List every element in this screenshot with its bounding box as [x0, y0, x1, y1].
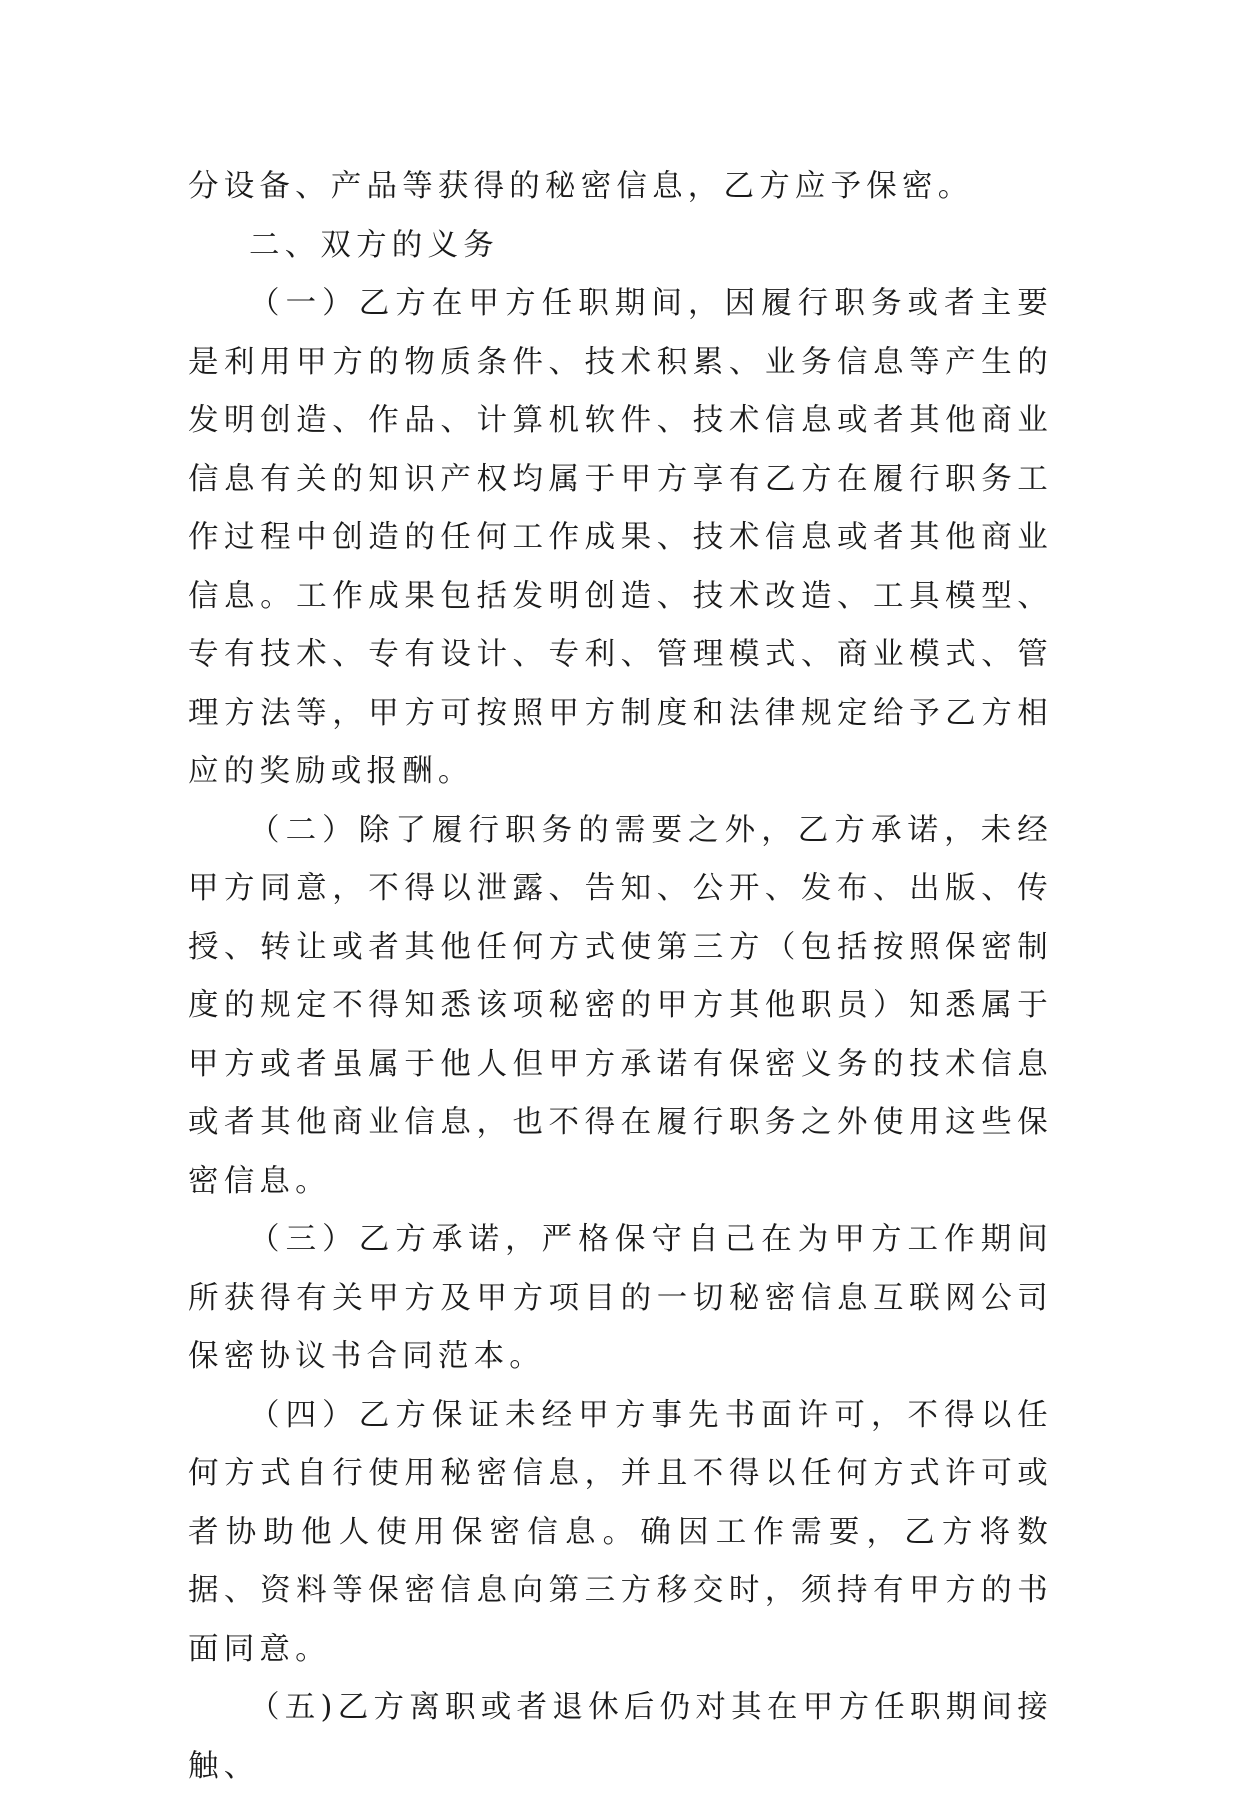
clause-4: （四）乙方保证未经甲方事先书面许可，不得以任何方式自行使用秘密信息，并且不得以任何方式许可或者协助他人使用保密信息。确因工作需要，乙方将数据、资料等保密信息向第三方移交时，须持有甲方的书面同意。	[188, 1397, 1053, 1667]
clause-5: （五)乙方离职或者退休后仍对其在甲方任职期间接触、	[188, 1690, 1053, 1784]
clause-1: （一）乙方在甲方任职期间，因履行职务或者主要是利用甲方的物质条件、技术积累、业务信息等产生的发明创造、作品、计算机软件、技术信息或者其他商业信息有关的知识产权均属于甲方享有乙方在履行职务工作过程中创造的任何工作成果、技术信息或者其他商业信息。工作成果包括发明创造、技术改造、工具模型、专有技术、专有设计、专利、管理模式、商业模式、管理方法等，甲方可按照甲方制度和法律规定给予乙方相应的奖励或报酬。	[188, 286, 1053, 789]
document-body	[188, 158, 1053, 1796]
clause-2: （二）除了履行职务的需要之外，乙方承诺，未经甲方同意，不得以泄露、告知、公开、发布、出版、传授、转让或者其他任何方式使第三方（包括按照保密制度的规定不得知悉该项秘密的甲方其他职员）知悉属于甲方或者虽属于他人但甲方承诺有保密义务的技术信息或者其他商业信息，也不得在履行职务之外使用这些保密信息。	[188, 812, 1053, 1199]
paragraph-continuation: 分设备、产品等获得的秘密信息，乙方应予保密。	[188, 169, 974, 204]
section-heading-obligations: 二、双方的义务	[249, 227, 499, 263]
clause-3: （三）乙方承诺，严格保守自己在为甲方工作期间所获得有关甲方及甲方项目的一切秘密信息互联网公司保密协议书合同范本。	[188, 1222, 1053, 1374]
